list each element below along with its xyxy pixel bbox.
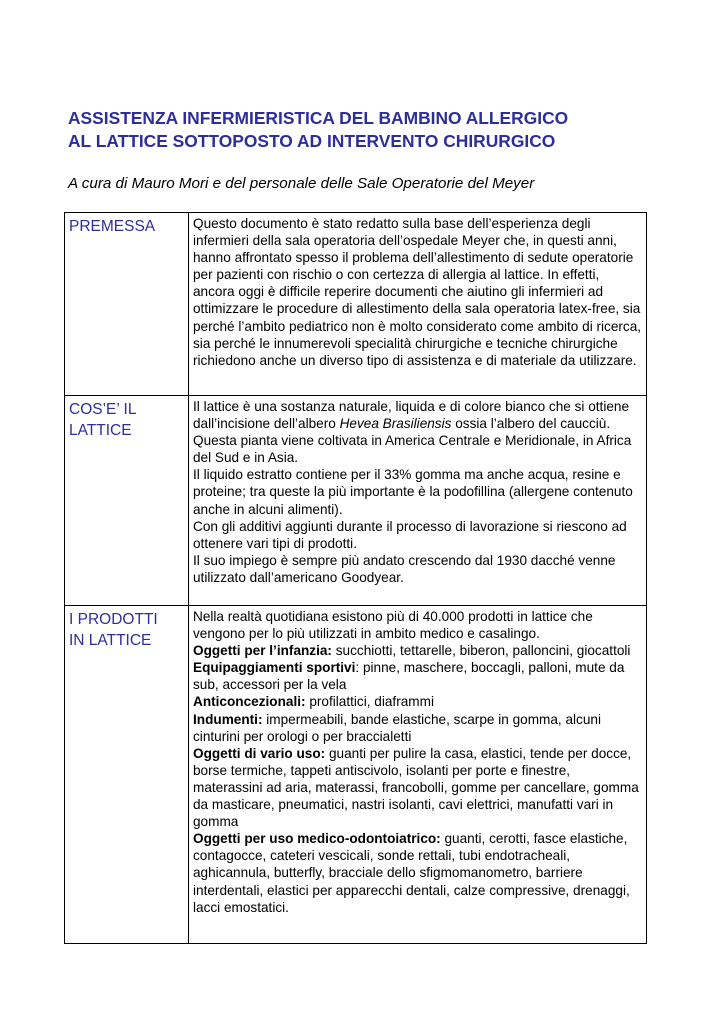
lattice-p1-after: ossia l’albero del caucciù. <box>451 416 611 432</box>
label-prodotti-line-2: IN LATTICE <box>69 632 152 649</box>
prodotti-item-heading: Indumenti: <box>193 711 263 727</box>
prodotti-item-infanzia <box>193 642 642 659</box>
prodotti-item-text: : pinne, maschere, boccagli, palloni, mute da sub, accessori per la vela <box>193 660 625 693</box>
content-table <box>64 212 647 944</box>
lattice-paragraph-4: Con gli additivi aggiunti durante il processo di lavorazione si riescono ad ottenere vari tipi di prodotti. <box>193 518 627 551</box>
section-label-prodotti <box>65 606 188 651</box>
lattice-paragraph-2: Questa pianta viene coltivata in America Centrale e Meridionale, in Africa del Sud e in Asia. <box>193 433 632 466</box>
prodotti-item-text: succhiotti, tettarelle, biberon, palloncini, giocattoli <box>331 643 631 659</box>
title-line-2: AL LATTICE SOTTOPOSTO AD INTERVENTO CHIRURGICO <box>68 131 556 151</box>
lattice-paragraph-3: Il liquido estratto contiene per il 33% gomma ma anche acqua, resine e proteine; tra queste la più importante è la podofillina (allergene contenuto anche in alcuni alimenti). <box>193 467 633 517</box>
prodotti-item-heading: Oggetti per l’infanzia: <box>193 643 332 659</box>
prodotti-item-text: guanti per pulire la casa, elastici, tende per docce, borse termiche, tappeti antiscivolo, isolanti per porte e finestre, materassini ad aria, materassi, francobolli, gomme per cancellare, gomma da masticare, pneumatici, nastri isolanti, cavi elettrici, manufatti vari in gomma <box>193 745 639 830</box>
table-row-premessa <box>65 213 647 396</box>
lattice-p1-species: Hevea Brasiliensis <box>339 416 452 432</box>
content-cell-lattice <box>189 396 647 606</box>
prodotti-item-heading: Equipaggiamenti sportivi <box>193 660 356 676</box>
prodotti-intro: Nella realtà quotidiana esistono più di 40.000 prodotti in lattice che vengono per lo più utilizzati in ambito medico e casalingo. <box>193 609 593 642</box>
section-label-premessa: PREMESSA <box>69 218 156 235</box>
section-content-lattice <box>189 396 646 590</box>
section-label-lattice <box>65 396 188 441</box>
prodotti-item-heading: Anticoncezionali: <box>193 694 306 710</box>
prodotti-item-vario-uso <box>193 745 642 830</box>
label-lattice-line-1: COS’E’ IL <box>69 401 137 418</box>
prodotti-item-text: guanti, cerotti, fasce elastiche, contagocce, cateteri vescicali, sonde rettali, tubi endotracheali, aghicannula, butterfly, bracciale dello sfigmomanometro, barriere interdentali, elastici per apparecchi dentali, calze compressive, drenaggi, lacci emostatici. <box>193 831 630 915</box>
document-title <box>68 107 668 153</box>
table-row-prodotti <box>65 606 647 944</box>
title-line-1: ASSISTENZA INFERMIERISTICA DEL BAMBINO ALLERGICO <box>68 108 569 128</box>
prodotti-item-heading: Oggetti per uso medico-odontoiatrico: <box>193 831 441 847</box>
section-content-prodotti <box>189 606 646 920</box>
prodotti-item-text: profilattici, diaframmi <box>305 694 434 710</box>
prodotti-item-heading: Oggetti di vario uso: <box>193 745 326 761</box>
lattice-paragraph-5: Il suo impiego è sempre più andato crescendo dal 1930 dacché venne utilizzato dall’americano Goodyear. <box>193 552 616 585</box>
label-lattice-line-2: LATTICE <box>69 422 132 439</box>
document-subtitle: A cura di Mauro Mori e del personale delle Sale Operatorie del Meyer <box>68 175 535 192</box>
prodotti-item-text: impermeabili, bande elastiche, scarpe in gomma, alcuni cinturini per orologi o per braccialetti <box>193 711 601 744</box>
prodotti-item-sportivi <box>193 659 642 693</box>
label-prodotti-line-1: I PRODOTTI <box>69 611 158 628</box>
premessa-paragraph: Questo documento è stato redatto sulla base dell’esperienza degli infermieri della sala operatoria dell’ospedale Meyer che, in questi anni, hanno affrontato spesso il problema dell’allestimento di sedute operatorie per pazienti con rischio o con certezza di allergia al lattice. In effetti, ancora oggi è difficile reperire documenti che aiutino gli infermieri ad ottimizzare le procedure di allestimento della sala operatoria latex-free, sia perché l’ambito pediatrico non è molto considerato come ambito di ricerca, sia perché le innumerevoli specialità chirurgiche e tecniche chirurgiche richiedono anche un diverso tipo di assistenza e di materiale da utilizzare. <box>193 216 642 368</box>
content-cell-prodotti <box>189 606 647 944</box>
section-content-premessa <box>189 213 646 373</box>
lattice-paragraph-1 <box>193 398 642 432</box>
lattice-p1-before: Il lattice è una sostanza naturale, liquida e di colore bianco che si ottiene dall’incisione dell’albero <box>193 399 630 432</box>
content-cell-premessa <box>189 213 647 396</box>
prodotti-item-medico <box>193 830 642 915</box>
table-row-lattice <box>65 396 647 606</box>
prodotti-item-anticoncezionali <box>193 693 642 710</box>
label-cell-prodotti <box>65 606 189 944</box>
prodotti-item-indumenti <box>193 711 642 745</box>
label-cell-premessa <box>65 213 189 396</box>
label-cell-lattice <box>65 396 189 606</box>
